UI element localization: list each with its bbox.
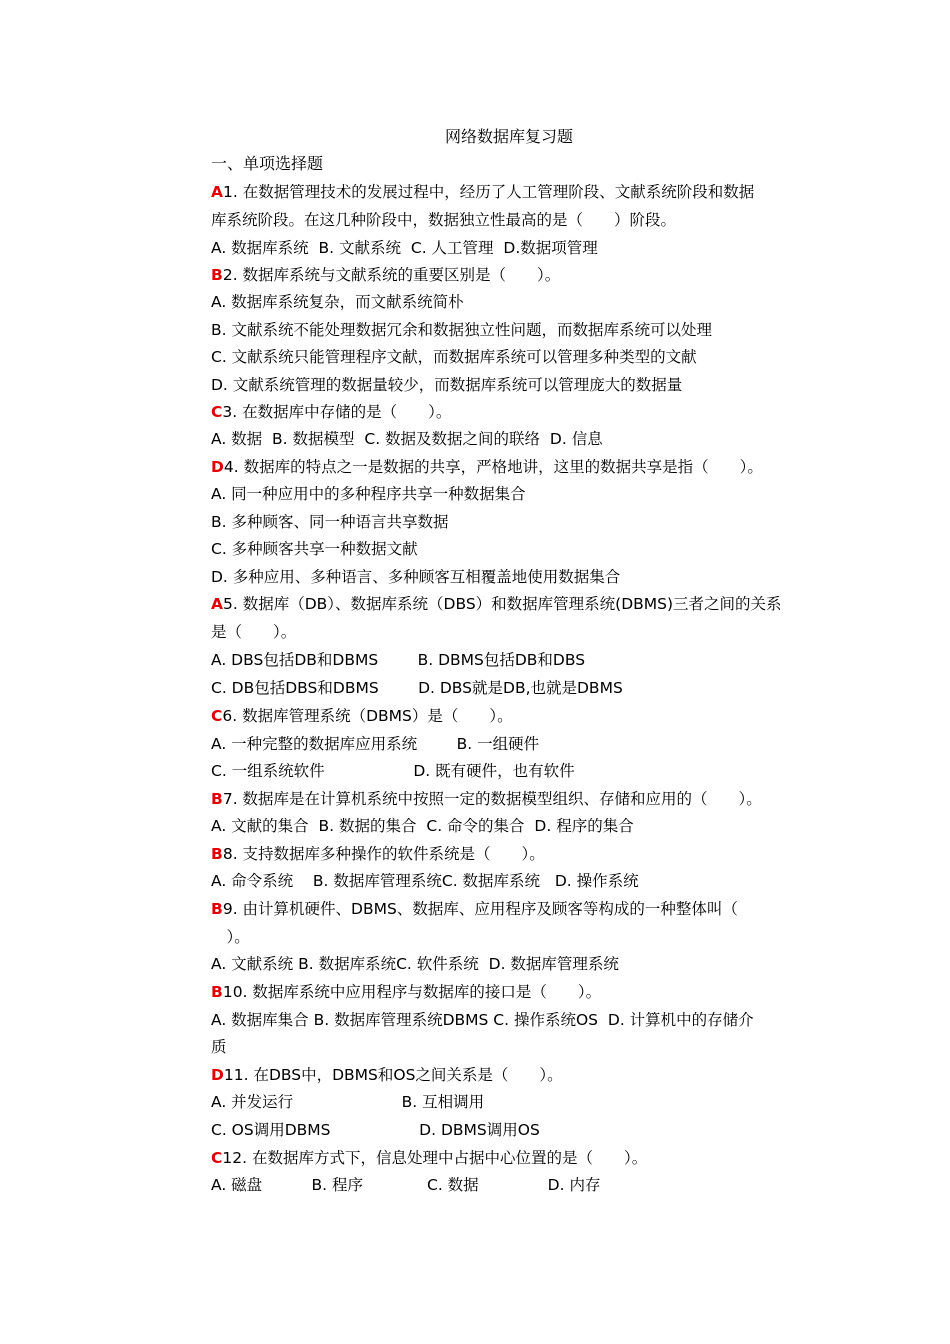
question-stem-line: [211, 401, 451, 423]
answer-key: A: [211, 595, 223, 613]
question-stem-line: [211, 843, 545, 865]
option-line: A. 并发运行 B. 互相调用: [211, 1093, 485, 1111]
section-heading: 一、单项选择题: [211, 154, 324, 173]
question-text: 5. 数据库（DB）、数据库系统（DBS）和数据库管理系统(DBMS)三者之间的关系: [223, 595, 782, 613]
answer-key: B: [211, 790, 223, 808]
answer-key: B: [211, 900, 223, 918]
question-stem-line: [211, 621, 296, 643]
question-stem-line: [211, 264, 560, 286]
question-text: 2. 数据库系统与文献系统的重要区别是（ ）。: [222, 266, 561, 284]
option-line: 质: [211, 1038, 227, 1056]
option-line: C. DB包括DBS和DBMS D. DBS就是DB,也就是DBMS: [211, 679, 623, 697]
question-text: 4. 数据库的特点之一是数据的共享，严格地讲，这里的数据共享是指（ ）。: [223, 458, 763, 476]
option-line: A. 数据库集合 B. 数据库管理系统DBMS C. 操作系统OS D. 计算机中的存储介: [211, 1011, 754, 1029]
question-stem-line: [211, 209, 676, 231]
option-line: A. 数据 B. 数据模型 C. 数据及数据之间的联络 D. 信息: [211, 430, 603, 448]
option-line: A. 一种完整的数据库应用系统 B. 一组硬件: [211, 735, 540, 753]
question-text: 8. 支持数据库多种操作的软件系统是（ ）。: [222, 845, 545, 863]
option-line: C. 文献系统只能管理程序文献，而数据库系统可以管理多种类型的文献: [211, 348, 697, 366]
answer-key: C: [211, 1149, 223, 1167]
question-text: 库系统阶段。在这几种阶段中，数据独立性最高的是（ ）阶段。: [211, 211, 677, 229]
option-line: A. 文献的集合 B. 数据的集合 C. 命令的集合 D. 程序的集合: [211, 817, 634, 835]
question-stem-line: [211, 456, 763, 478]
option-line: C. OS调用DBMS D. DBMS调用OS: [211, 1121, 540, 1139]
question-stem-line: [211, 981, 601, 1003]
answer-key: A: [211, 183, 223, 201]
document-title: 网络数据库复习题: [444, 127, 573, 146]
answer-key: D: [211, 458, 224, 476]
option-line: A. DBS包括DB和DBMS B. DBMS包括DB和DBS: [211, 651, 586, 669]
option-line: A. 文献系统 B. 数据库系统C. 软件系统 D. 数据库管理系统: [211, 955, 619, 973]
question-text: 12. 在数据库方式下，信息处理中占据中心位置的是（ ）。: [222, 1149, 648, 1167]
question-text: 11. 在DBS中，DBMS和OS之间关系是（ ）。: [223, 1066, 563, 1084]
question-text: 9. 由计算机硬件、DBMS、数据库、应用程序及顾客等构成的一种整体叫（: [222, 900, 738, 918]
question-stem-line: [211, 926, 250, 948]
option-line: B. 多种顾客、同一种语言共享数据: [211, 513, 449, 531]
option-line: C. 一组系统软件 D. 既有硬件，也有软件: [211, 762, 575, 780]
option-line: C. 多种顾客共享一种数据文献: [211, 540, 418, 558]
question-text: 10. 数据库系统中应用程序与数据库的接口是（ ）。: [222, 983, 602, 1001]
question-text: 7. 数据库是在计算机系统中按照一定的数据模型组织、存储和应用的（ ）。: [222, 790, 762, 808]
question-stem-line: [211, 181, 754, 203]
question-text: 6. 数据库管理系统（DBMS）是（ ）。: [222, 707, 513, 725]
question-stem-line: [211, 593, 782, 615]
option-line: A. 命令系统 B. 数据库管理系统C. 数据库系统 D. 操作系统: [211, 872, 639, 890]
question-stem-line: [211, 788, 762, 810]
answer-key: C: [211, 707, 223, 725]
question-stem-line: [211, 1147, 647, 1169]
question-stem-line: [211, 705, 513, 727]
question-stem-line: [211, 1064, 563, 1086]
answer-key: B: [211, 983, 223, 1001]
question-text: 3. 在数据库中存储的是（ ）。: [222, 403, 452, 421]
option-line: A. 数据库系统 B. 文献系统 C. 人工管理 D.数据项管理: [211, 239, 598, 257]
option-line: A. 数据库系统复杂，而文献系统简朴: [211, 293, 464, 311]
question-text: 1. 在数据管理技术的发展过程中，经历了人工管理阶段、文献系统阶段和数据: [223, 183, 755, 201]
answer-key: C: [211, 403, 223, 421]
answer-key: D: [211, 1066, 224, 1084]
answer-key: B: [211, 845, 223, 863]
option-line: D. 多种应用、多种语言、多种顾客互相覆盖地使用数据集合: [211, 568, 621, 586]
option-line: B. 文献系统不能处理数据冗余和数据独立性问题，而数据库系统可以处理: [211, 321, 712, 339]
question-text: 是（ ）。: [211, 623, 297, 641]
option-line: D. 文献系统管理的数据量较少，而数据库系统可以管理庞大的数据量: [211, 376, 683, 394]
option-line: A. 磁盘 B. 程序 C. 数据 D. 内存: [211, 1176, 601, 1194]
answer-key: B: [211, 266, 223, 284]
option-line: A. 同一种应用中的多种程序共享一种数据集合: [211, 485, 526, 503]
question-stem-line: [211, 898, 738, 920]
question-text: ）。: [211, 928, 250, 946]
